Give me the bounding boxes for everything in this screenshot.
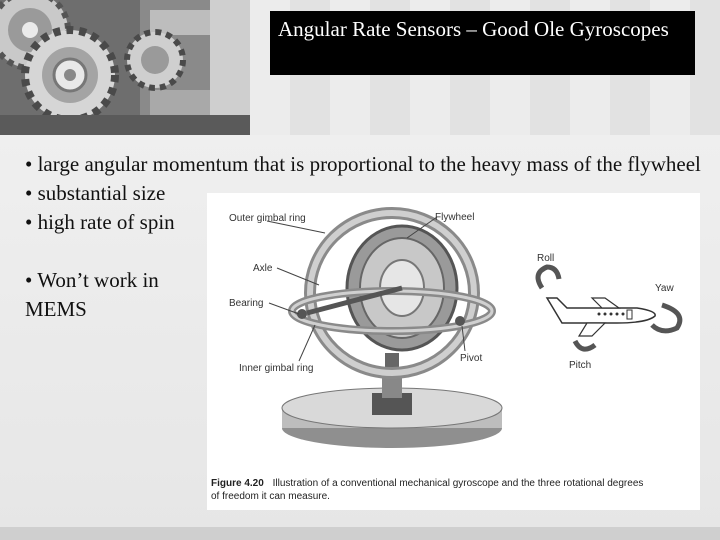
bullet-item: • substantial size <box>25 181 166 205</box>
label-axle: Axle <box>253 263 273 274</box>
mems-note: • Won’t work in MEMS <box>25 268 159 321</box>
label-yaw: Yaw <box>655 283 674 294</box>
label-pivot: Pivot <box>460 353 483 364</box>
roll-arrow-icon <box>538 267 559 288</box>
airplane-icon <box>547 298 655 336</box>
bullet-item: • large angular momentum that is proportional to the heavy mass of the flywheel <box>25 152 701 176</box>
pitch-arrow-icon <box>575 341 595 349</box>
figure-caption-text: Illustration of a conventional mechanical gyroscope and the three rotational degrees <box>272 478 644 489</box>
bottom-bar <box>0 527 720 540</box>
bullet-item: • high rate of spin <box>25 210 175 234</box>
slide-title: Angular Rate Sensors – Good Ole Gyroscopes <box>270 11 695 75</box>
label-outer-gimbal-ring: Outer gimbal ring <box>229 213 306 224</box>
figure-number: Figure 4.20 <box>211 478 264 489</box>
label-flywheel: Flywheel <box>435 212 475 223</box>
label-roll: Roll <box>537 253 555 264</box>
label-inner-gimbal-ring: Inner gimbal ring <box>239 363 314 374</box>
gyroscope-figure <box>207 193 700 510</box>
figure-caption-line1 <box>211 478 643 489</box>
yaw-arrow-icon <box>652 305 680 331</box>
figure-caption-line2: of freedom it can measure. <box>211 491 330 502</box>
label-bearing: Bearing <box>229 298 264 309</box>
label-pitch: Pitch <box>569 360 592 371</box>
gyroscope-diagram <box>207 193 700 510</box>
gears-illustration <box>0 0 250 135</box>
gears-image <box>0 0 250 135</box>
